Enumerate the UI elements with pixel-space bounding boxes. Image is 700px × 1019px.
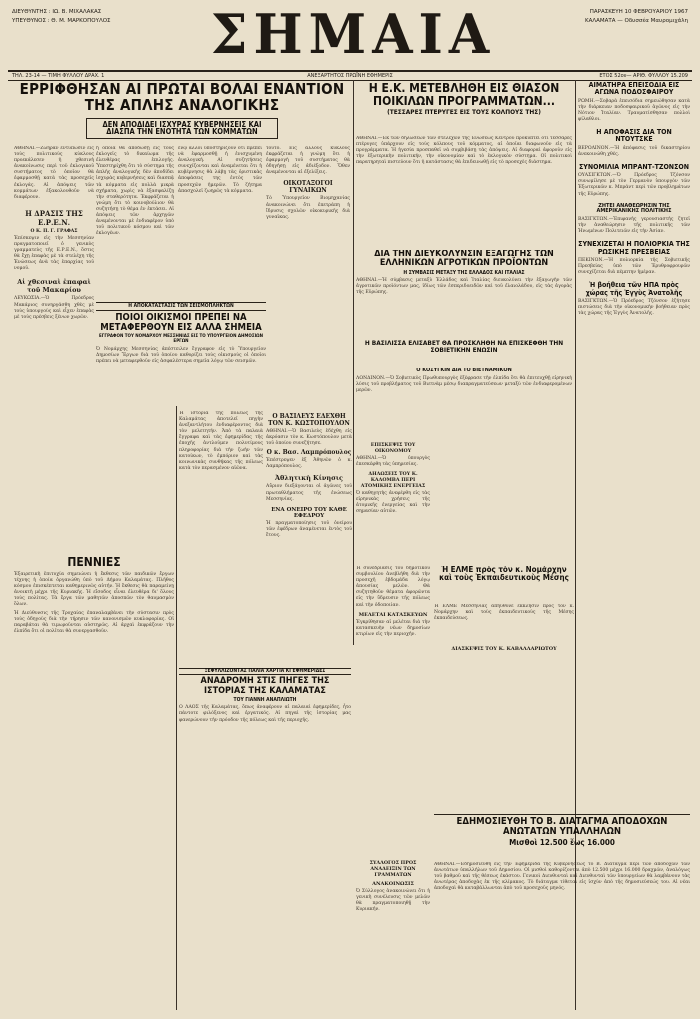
synomilia-heading: ΣΥΝΟΜΙΛΙΑ ΜΠΡΑΝΤ-ΤΖΟΝΣΟΝ bbox=[579, 162, 689, 171]
lead-deck: ΔΕΝ ΑΠΟΔΙΔΕΙ ΙΣΧΥΡΑΣ ΚΥΒΕΡΝΗΣΕΙΣ ΚΑΙ ΔΙΑΣΠΑ ΤΗΝ ΕΝΟΤΗΤΑ ΤΩΝ ΚΟΜΜΑΤΩΝ bbox=[102, 119, 262, 137]
relocation-story: Η ΑΠΟΚΑΤΑΣΤΑΣΙΣ ΤΩΝ ΣΕΙΣΜΟΠΛΗΚΤΩΝ ΠΟΙΟΙ ΟΙΚΙΣΜΟΙ ΠΡΕΠΕΙ ΝΑ ΜΕΤΑΦΕΡΘΟΥΝ ΕΙΣ ΑΛΛΑ ΣΗΜΕΙΑ ΕΓΓΡΑΦΟΝ ΤΟΥ ΝΟΜΑΡΧΟΥ ΜΕΣΣΗΝΙΑΣ ΕΙΣ ΤΟ ΥΠΟΥΡΓΕΙΟΝ ΔΗΜΟΣΙΩΝ ΕΡΓΩΝ Ὁ Νομάρχης Μεσσηνίας ἀπέστειλεν ἔγγραφον εἰς τὸ Ὑπουργεῖον Δημοσίων Ἔργων διὰ τοῦ ὁποίου καθορίζει τοὺς οἰκισμοὺς οἱ ὁποῖοι πρέπει νὰ μεταφερθοῦν εἰς ἀσφαλέστερα σημεῖα λόγῳ τῶν σεισμῶν. bbox=[96, 303, 266, 364]
lead-headline: ΕΡΡΙΦΘΗΣΑΝ ΑΙ ΠΡΩΤΑΙ ΒΟΛΑΙ ΕΝΑΝΤΙΟΝ ΤΗΣ ΑΠΛΗΣ ΑΝΑΛΟΓΙΚΗΣ bbox=[19, 82, 345, 114]
oikos-heading: ΟΙΚΟΤΑΞΟΓΟΙ ΓΥΝΑΙΚΩΝ bbox=[283, 180, 333, 195]
athl-heading: Ἀθλητικὴ Κίνησις bbox=[275, 474, 343, 483]
masthead-date bbox=[488, 8, 688, 26]
history-intro: Ἡ ἱστορία τῆς πόλεως τῆς Καλαμάτας ἀποτελεῖ πηγὴν ἀνεξαντλήτου ἐνδιαφέροντος διὰ τὸν μελετητήν. Ἀπὸ τὰ παλαιὰ ἔγγραφα καὶ τὰς ἐφημερίδας τῆς ἐποχῆς ἀντλοῦμεν πολυτίμους πληροφορίας διὰ τὴν ζωὴν τῶν κατοίκων, τὸ ἐμπόριον καὶ τὰς κοινωνικὰς συνθήκας τῆς πόλεως κατὰ τὸν περασμένον αἰῶνα. bbox=[179, 411, 263, 471]
lead-col-2: ἡ ὁποία θὰ ἀποδώσῃ εἰς τοὺς ἐκλογεῖς τὸ δικαίωμα τῆς ἐλευθέρας ἐπιλογῆς. Ὑπεστηρίχθη ὅτι τὸ σύστημα τῆς ἁπλῆς ἀναλογικῆς δὲν ἀποδίδει ἰσχυρὰς κυβερνήσεις καὶ διασπᾷ τὰ κόμματα εἰς πολλὰ μικρὰ σχήματα, χωρὶς νὰ ἐξασφαλίζῃ τὴν σταθερότητα. Ἐκφράζεται ἡ γνώμη ὅτι τὸ κοινοβούλιον θὰ συζητήσῃ τὸ θέμα ἐν ἐκτάσει. Αἱ ἀπόψεις τῶν ἀρχηγῶν ἀναμένονται μὲ ἐνδιαφέρον ὑπὸ τοῦ πολιτικοῦ κόσμου καὶ τῶν ἐκλογέων. bbox=[96, 146, 174, 237]
kosygin-story: Ο ΚΟΣΥΓΚΙΝ ΔΙΑ ΤΟ ΒΙΕΤΝΑΜΙΚΟΝ ΛΟΝΔΙΝΟΝ.—Ὁ Σοβιετικὸς Πρωθυπουργὸς ἐξέφρασε τὴν ἐλπίδα ὅτι θὰ ἐπιτευχθῇ εἰρηνικὴ λύσις τοῦ προβλήματος τοῦ Βιετνὰμ μέσῳ διαπραγματεύσεων μεταξὺ τῶν ἐνδιαφερομένων μερῶν. bbox=[356, 368, 572, 393]
mets-heading: Ο κ. Βασ. Λαμπρόπουλος bbox=[266, 449, 352, 457]
oneiro-heading: ΕΝΑ ΟΝΕΙΡΟ ΤΟΥ ΚΑΘΕ ΕΦΕΔΡΟΥ bbox=[271, 506, 347, 519]
center-lead-body: ΑΘΗΝΑΙ.—Ἐκ τῶν δηλώσεων τῶν στελεχῶν τῆς Ἑνώσεως Κέντρου προκύπτει ὅτι τέσσαρες πτέρυγες ὑπάρχουν εἰς τοὺς κόλπους τοῦ κόμματος, αἱ ὁποῖαι διαφωνοῦν εἰς τὰ προγράμματα. Ἡ ἡγεσία προσπαθεῖ νὰ συμβιβάσῃ τὰς ἀπόψεις. Αἱ διαφοραὶ ἀφοροῦν εἰς τὴν ἐξωτερικὴν πολιτικήν, τὴν οἰκονομίαν καὶ τὸ ἐκλογικὸν σύστημα. Οἱ πολιτικοὶ παρατηρηταὶ πιστεύουν ὅτι ἡ κατάστασις θὰ ἐπιδεινωθῇ εἰς τὸ προσεχὲς διάστημα. bbox=[356, 136, 572, 166]
anakoinosis-heading: ΑΝΑΚΟΙΝΩΣΙΣ bbox=[372, 881, 414, 887]
lead-col-4: τοῦτο. Εἰς ἄλλους κύκλους ἐκφράζεται ἡ γνώμη ὅτι ἡ ἐφαρμογὴ τοῦ συστήματος θὰ ὁδηγήσῃ εἰς ἀδιέξοδον. Ὅθεν ἀναμένονται αἱ ἐξελίξεις. ΟΙΚΟΤΑΞΟΓΟΙ ΓΥΝΑΙΚΩΝ Τὸ Ὑπουργεῖον Βιομηχανίας ἀνακοινώνει ὅτι ἐπετράπη ἡ ἵδρυσις σχολῶν οἰκοκυρικῆς διὰ γυναῖκας. bbox=[266, 146, 350, 220]
synexizetai-heading: ΣΥΝΕΧΙΖΕΤΑΙ Η ΠΟΛΙΟΡΚΙΑ ΤΗΣ ΡΩΣΙΚΗΣ ΠΡΕΣΒΕΙΑΣ bbox=[578, 240, 690, 256]
cavalla-heading: ΔΙΑΣΚΕΨΙΣ ΤΟΥ Κ. ΚΑΒΑΛΛΑΡΙΩΤΟΥ bbox=[451, 646, 557, 652]
decree-headline: ΕΔΗΜΟΣΙΕΥΘΗ ΤΟ Β. ΔΙΑΤΑΓΜΑ ΑΠΟΔΟΧΩΝ ΑΝΩΤΑΤΩΝ ΥΠΑΛΛΗΛΩΝ bbox=[456, 816, 668, 837]
vasileus-column: Ο ΒΑΣΙΛΕΥΣ ΕΔΕΧΘΗ ΤΟΝ Κ. ΚΩΣΤΟΠΟΥΛΟΝ ΑΘΗΝΑΙ.—Ὁ Βασιλεὺς ἐδέχθη εἰς ἀκρόασιν τὸν κ. Κωστόπουλον μετὰ τοῦ ὁποίου συνεζήτησε. Ο κ. Βασ. Λαμπρόπουλος Ἐπέστρεψεν ἐξ Ἀθηνῶν ὁ κ. Λαμπρόπουλος. Ἀθλητικὴ Κίνησις Αὔριον διεξάγονται οἱ ἀγῶνες τοῦ πρωταθλήματος τῆς ἐνώσεως Μεσσηνίας. ΕΝΑ ΟΝΕΙΡΟ ΤΟΥ ΚΑΘΕ ΕΦΕΔΡΟΥ Ἡ πραγματοποίησις τοῦ ὀνείρου τῶν ἐφέδρων ἀναμένεται ἐντὸς τοῦ ἔτους. bbox=[266, 413, 352, 538]
export-subhead: Η ΣΥΜΒΑΣΙΣ ΜΕΤΑΞΥ ΤΗΣ ΕΛΛΑΔΟΣ ΚΑΙ ΙΤΑΛΙΑΣ bbox=[403, 269, 525, 276]
phone-price: ΤΗΛ. 23-14 — ΤΙΜΗ ΦΥΛΛΟΥ ΔΡΑΧ. 1 bbox=[12, 73, 105, 79]
voitheia-heading: Ἡ βοήθεια τῶν ΗΠΑ πρὸς χώρας τῆς Ἐγγὺς Ἀνατολῆς bbox=[585, 281, 683, 297]
action-heading: Η ΔΡΑΣΙΣ ΤΗΣ Ε.Ρ.Ε.Ν. bbox=[25, 208, 83, 227]
center-small-col: ΕΠΙΣΚΕΨΙΣ ΤΟΥ ΟΙΚΟΝΟΜΟΥ ΑΘΗΝΑΙ.—Ὁ ὑπουργὸς ἐπεσκέφθη τὰς ὑπηρεσίας. ΔΗΛΩΣΕΙΣ ΤΟΥ Κ. ΚΑΛΟΜΒΑ ΠΕΡΙ ΑΤΟΜΙΚΗΣ ΕΝΕΡΓΕΙΑΣ Ὁ καθηγητὴς ἀνεφέρθη εἰς τὰς εἰρηνικὰς χρήσεις τῆς ἀτομικῆς ἐνεργείας καὶ τὴν σημασίαν αὐτῶν. bbox=[356, 442, 430, 515]
action-subheading: Ο Κ. Π. Γ. ΓΡΑΦΑΣ bbox=[30, 228, 78, 234]
tagline: ΑΝΕΞΑΡΤΗΤΟΣ ΠΡΩΪΝΗ ΕΦΗΜΕΡΙΣ bbox=[307, 73, 393, 79]
relocation-kicker: Η ΑΠΟΚΑΤΑΣΤΑΣΙΣ ΤΩΝ ΣΕΙΣΜΟΠΛΗΚΤΩΝ bbox=[128, 303, 234, 309]
ypourgos-heading: ΕΠΙΣΚΕΨΙΣ ΤΟΥ ΟΙΚΟΝΟΜΟΥ bbox=[370, 442, 416, 454]
export-headline: ΔΙΑ ΤΗΝ ΔΙΕΥΚΟΛΥΝΣΙΝ ΕΞΑΓΩΓΗΣ ΤΩΝ ΕΛΛΗΝΙΚΩΝ ΑΓΡΟΤΙΚΩΝ ΠΡΟΪΟΝΤΩΝ bbox=[374, 250, 554, 269]
kosygin-headline: Ο ΚΟΣΥΓΚΙΝ ΔΙΑ ΤΟ ΒΙΕΤΝΑΜΙΚΟΝ bbox=[416, 368, 512, 373]
decree-body: ΑΘΗΝΑΙ.—Ἐδημοσιεύθη εἰς τὴν Ἐφημερίδα τῆς Κυβερνήσεως τὸ Β. Διάταγμα περὶ τῶν ἀποδοχῶν τῶν ἀνωτάτων ὑπαλλήλων τοῦ Δημοσίου. Οἱ μισθοὶ καθορίζονται ἀπὸ 12.500 μέχρι 16.000 δραχμῶν, ἀναλόγως τοῦ βαθμοῦ καὶ τῆς θέσεως ἑκάστου. Γενικοὶ Διευθυνταὶ καὶ Διευθυνταὶ τῶν ὑπουργείων θὰ λαμβάνουν τὰς ἀνωτέρας ἀποδοχὰς ἐκ τῆς κλίμακος. Τὸ διάταγμα τίθεται εἰς ἰσχὺν ἀπὸ τῆς δημοσιεύσεώς του. Αἱ νέαι ἀποδοχαὶ θὰ καταβάλλωνται ἀπὸ τοῦ προσεχοῦς μηνός. bbox=[434, 862, 690, 892]
queen-story bbox=[356, 340, 572, 366]
apofasis-heading: Η ΑΠΟΦΑΣΙΣ ΔΙΑ ΤΟΝ ΝΤΟΥΤΣΚΕ bbox=[596, 128, 672, 144]
editor-line: ΥΠΕΥΘΥΝΟΣ : Θ. Μ. ΜΑΡΚΟΠΟΥΛΟΣ bbox=[12, 18, 111, 24]
history-byline: ΤΟΥ ΓΙΑΝΝΗ ΑΝΑΠΛΙΩΤΗ bbox=[233, 697, 297, 704]
relocation-headline: ΠΟΙΟΙ ΟΙΚΙΣΜΟΙ ΠΡΕΠΕΙ ΝΑ ΜΕΤΑΦΕΡΘΟΥΝ ΕΙΣ ΑΛΛΑ ΣΗΜΕΙΑ bbox=[100, 312, 262, 334]
decree-header bbox=[434, 814, 690, 859]
pennies-heading: ΠΕΝΝΙΕΣ bbox=[67, 555, 121, 569]
lead-deck-box bbox=[86, 118, 278, 140]
cavalla-header bbox=[434, 646, 574, 660]
syllogos-box: ΣΥΛΛΟΓΟΣ ΠΡΟΣ ΑΝΑΔΕΙΞΙΝ ΤΩΝ ΓΡΑΜΜΑΤΩΝ ΑΝΑΚΟΙΝΩΣΙΣ Ὁ Σύλλογος ἀνακοινώνει ὅτι ἡ γενικὴ συνέλευσις τῶν μελῶν θὰ πραγματοποιηθῇ τὴν Κυριακήν. bbox=[356, 860, 430, 913]
meletai-heading: ΜΕΛΕΤΑΙ ΚΑΤΑΣΚΕΥΩΝ bbox=[358, 611, 428, 618]
right-column: ΑΙΜΑΤΗΡΑ ΕΠΕΙΣΟΔΙΑ ΕΙΣ ΑΓΩΝΑ ΠΟΔΟΣΦΑΙΡΟΥ ΡΩΜΗ.—Σοβαρὰ ἐπεισόδια σημειώθησαν κατὰ τὴν διάρκειαν ποδοσφαιρικοῦ ἀγῶνος εἰς τὴν Νότιον Ἰταλίαν. Τραυματίσθησαν πολλοὶ φίλαθλοι. Η ΑΠΟΦΑΣΙΣ ΔΙΑ ΤΟΝ ΝΤΟΥΤΣΚΕ ΒΕΡΟΛΙΝΟΝ.—Ἡ ἀπόφασις τοῦ δικαστηρίου ἀνεκοινώθη χθές. ΣΥΝΟΜΙΛΙΑ ΜΠΡΑΝΤ-ΤΖΟΝΣΟΝ ΟΥΑΣΙΓΚΤΩΝ.—Ὁ Πρόεδρος Τζόνσον συνωμίλησε μὲ τὸν Γερμανὸν ὑπουργὸν τῶν Ἐξωτερικῶν κ. Μπράντ περὶ τῶν προβλημάτων τῆς Εὐρώπης. ΖΗΤΕΙ ΑΝΑΘΕΩΡΗΣΙΝ ΤΗΣ ΑΜΕΡΙΚΑΝΙΚΗΣ ΠΟΛΙΤΙΚΗΣ ΒΑΣΙΓΚΤΩΝ.—Ἐπιφανὴς γερουσιαστὴς ζητεῖ τὴν ἀναθεώρησιν τῆς πολιτικῆς τῶν Ἡνωμένων Πολιτειῶν εἰς τὴν Ἀσίαν. ΣΥΝΕΧΙΖΕΤΑΙ Η ΠΟΛΙΟΡΚΙΑ ΤΗΣ ΡΩΣΙΚΗΣ ΠΡΕΣΒΕΙΑΣ ΠΕΚΙΝΟΝ.—Ἡ πολιορκία τῆς Σοβιετικῆς Πρεσβείας ὑπὸ τῶν Ἐρυθροφρουρῶν συνεχίζεται διὰ πέμπτην ἡμέραν. Ἡ βοήθεια τῶν ΗΠΑ πρὸς χώρας τῆς Ἐγγὺς Ἀνατολῆς ΒΑΣΙΓΚΤΩΝ.—Ὁ Πρόεδρος Τζόνσον ἐζήτησε πιστώσεις διὰ τὴν οἰκονομικὴν βοήθειαν πρὸς τὰς χώρας τῆς Ἐγγὺς Ἀνατολῆς. bbox=[578, 82, 690, 317]
zitei-heading: ΖΗΤΕΙ ΑΝΑΘΕΩΡΗΣΙΝ ΤΗΣ ΑΜΕΡΙΚΑΝΙΚΗΣ ΠΟΛΙΤΙΚΗΣ bbox=[596, 202, 672, 215]
syllogos-heading: ΣΥΛΛΟΓΟΣ ΠΡΟΣ ΑΝΑΔΕΙΞΙΝ ΤΩΝ ΓΡΑΜΜΑΤΩΝ bbox=[369, 860, 417, 878]
elme-body: Ἡ ΕΛΜΕ Μεσσηνίας ἀπηύθυνε ἔκκλησιν πρὸς τὸν κ. Νομάρχην καὶ τοὺς ἐκπαιδευτικοὺς τῆς Μέσης ἐκπαιδεύσεως. bbox=[434, 604, 574, 622]
masthead-bar bbox=[8, 70, 692, 81]
queen-headline: Η ΒΑΣΙΛΙΣΣΑ ΕΛΙΣΑΒΕΤ ΘΑ ΠΡΟΣΚΛΗΘΗ ΝΑ ΕΠΙΣΚΕΦΘΗ ΤΗΝ ΣΟΒΙΕΤΙΚΗΝ ΕΝΩΣΙΝ bbox=[364, 340, 564, 354]
lead-story-header bbox=[14, 82, 350, 142]
newspaper-title: ΣΗΜΑΙΑ bbox=[210, 2, 496, 67]
history-kicker: ΞΕΦΥΛΛΙΖΟΝΤΑΣ ΠΑΛΙΑ ΧΑΡΤΙΑ ΚΙ ΕΦΗΜΕΡΙΔΕΣ bbox=[204, 668, 326, 674]
left-lower-column: ΠΕΝΝΙΕΣ Ἐξαιρετικὴ ἐπιτυχία σημειώνει ἡ ἔκθεσις τῶν παιδικῶν ἔργων τέχνης ἡ ὁποία ὀργανώθη ὑπὸ τοῦ Δήμου Καλαμάτας. Πλῆθος κόσμου ἐπισκέπτεται καθημερινῶς αὐτήν. Ἡ ἔκθεσις θὰ παραμείνῃ ἀνοικτὴ μέχρι τῆς Κυριακῆς. Ἡ εἴσοδος εἶναι ἐλευθέρα δι' ὅλους τοὺς πολίτας. Τὰ ἔργα τῶν μαθητῶν ἀποσπῶν τὸν θαυμασμὸν ὅλων. Ἡ Διεύθυνσις τῆς Τροχαίας ἐπαναλαμβάνει τὴν σύστασιν πρὸς τοὺς ὁδηγοὺς διὰ τὴν τήρησιν τῶν κανονισμῶν κυκλοφορίας. Οἱ παραβάται θὰ τιμωροῦνται αὐστηρῶς. Αἱ ἀρχαὶ ἐκφράζουν τὴν ἐλπίδα ὅτι οἱ πολῖται θὰ συνεργασθοῦν. bbox=[14, 555, 174, 635]
lead-col-1: ΑΘΗΝΑΙ.—Ζωηρὰν ἐντύπωσιν εἰς τοὺς πολιτικοὺς κύκλους προεκάλεσεν ἡ χθεσινὴ ἀνακοίνωσις περὶ τοῦ ἐκλογικοῦ συστήματος τὸ ὁποῖον θὰ ἐφαρμοσθῇ κατὰ τὰς προσεχεῖς ἐκλογάς. Αἱ ἀπόψεις τῶν κομμάτων ἐξακολουθοῦν νὰ διαφέρουν. Η ΔΡΑΣΙΣ ΤΗΣ Ε.Ρ.Ε.Ν. Ο Κ. Π. Γ. ΓΡΑΦΑΣ Ἐπίσκεψιν εἰς τὴν Μεσσηνίαν πραγματοποιεῖ ὁ γενικὸς γραμματεὺς τῆς Ε.Ρ.Ε.Ν., ὅστις θὰ ἔχῃ ἐπαφὰς μὲ τὰ στελέχη τῆς Ἑνώσεως ἀνὰ τὰς ἐπαρχίας τοῦ νομοῦ. Αἱ χθεσιναὶ ἐπαφαὶ τοῦ Μακαρίου ΛΕΥΚΩΣΙΑ.—Ὁ Πρόεδρος Μακάριος συνηργάσθη χθὲς μὲ τοὺς ὑπουργοὺς καὶ εἶχεν ἐπαφὰς μὲ τοὺς πρέσβεις ξένων χωρῶν. bbox=[14, 146, 94, 320]
center-lead-header bbox=[356, 82, 572, 138]
newspaper-page bbox=[8, 2, 692, 1014]
director-line: ΔΙΕΥΘΥΝΤΗΣ : ΙΩ. Β. ΜΙΧΑΛΑΚΑΣ bbox=[12, 9, 102, 15]
elme-header bbox=[434, 566, 574, 602]
history-headline: ΑΝΑΔΡΟΜΗ ΣΤΙΣ ΠΗΓΕΣ ΤΗΣ ΙΣΤΟΡΙΑΣ ΤΗΣ ΚΑΛΑΜΑΤΑΣ bbox=[200, 676, 330, 696]
export-story: ΔΙΑ ΤΗΝ ΔΙΕΥΚΟΛΥΝΣΙΝ ΕΞΑΓΩΓΗΣ ΤΩΝ ΕΛΛΗΝΙΚΩΝ ΑΓΡΟΤΙΚΩΝ ΠΡΟΪΟΝΤΩΝ Η ΣΥΜΒΑΣΙΣ ΜΕΤΑΞΥ ΤΗΣ ΕΛΛΑΔΟΣ ΚΑΙ ΙΤΑΛΙΑΣ ΑΘΗΝΑΙ.—Ἡ σύμβασις μεταξὺ Ἑλλάδος καὶ Ἰταλίας διευκολύνει τὴν ἐξαγωγὴν τῶν ἀγροτικῶν προϊόντων μας, ἰδίως τῶν ἐσπεριδοειδῶν καὶ τοῦ ἐλαιολάδου, εἰς τὰς ἀγορὰς τῆς Εὐρώπης. bbox=[356, 250, 572, 296]
decree-subhead: Μισθοὶ 12.500 ἕως 16.000 bbox=[509, 837, 615, 847]
relocation-subhead: ΕΓΓΡΑΦΟΝ ΤΟΥ ΝΟΜΑΡΧΟΥ ΜΕΣΣΗΝΙΑΣ ΕΙΣ ΤΟ ΥΠΟΥΡΓΕΙΟΝ ΔΗΜΟΣΙΩΝ ΕΡΓΩΝ bbox=[99, 334, 263, 344]
elme-headline: Ἡ ΕΛΜΕ πρὸς τὸν κ. Νομάρχην καὶ τοὺς Ἐκπαιδευτικοὺς Μέσης bbox=[439, 566, 569, 583]
issue-number: ΕΤΟΣ 52ον— ΑΡΙΘ. ΦΥΛΛΟΥ 15.209 bbox=[599, 73, 688, 79]
lead-col-3: ἐνῷ ἄλλοι ὑποστηρίζουν ὅτι πρέπει νὰ ἐφαρμοσθῇ ἡ ἐνισχυμένη ἀναλογική. Αἱ συζητήσεις συνεχίζονται καὶ ἀναμένεται ὅτι ἡ κυβέρνησις θὰ λάβῃ τὰς ὁριστικὰς ἀποφάσεις της ἐντὸς τῶν προσεχῶν ἡμερῶν. Τὸ ζήτημα ἀπασχολεῖ ζωηρῶς τὰ κόμματα. bbox=[178, 146, 262, 194]
issue-date: ΠΑΡΑΣΚΕΥΗ 10 ΦΕΒΡΟΥΑΡΙΟΥ 1967 bbox=[589, 9, 688, 15]
masthead-credits bbox=[12, 8, 222, 26]
issue-place: ΚΑΛΑΜΑΤΑ — Οδυσσέα Μαυρομιχάλη bbox=[584, 18, 688, 24]
center-deck: (ΤΕΣΣΑΡΕΣ ΠΤΕΡΥΓΕΣ ΕΙΣ ΤΟΥΣ ΚΟΛΠΟΥΣ ΤΗΣ) bbox=[387, 108, 541, 117]
center-lower-col: Ἡ συνεδρίασις τοῦ δημοτικοῦ συμβουλίου ἀνεβλήθη διὰ τὴν προσεχῆ ἑβδομάδα λόγῳ ἀπουσίας μελῶν. Θὰ συζητηθοῦν θέματα ἀφορῶντα εἰς τὴν ὕδρευσιν τῆς πόλεως καὶ τὴν ὀδοποιίαν. ΜΕΛΕΤΑΙ ΚΑΤΑΣΚΕΥΩΝ Ἐγκρίθησαν αἱ μελέται διὰ τὴν κατασκευὴν νέων δημοσίων κτιρίων εἰς τὴν περιοχήν. bbox=[356, 566, 430, 637]
history-story: ΞΕΦΥΛΛΙΖΟΝΤΑΣ ΠΑΛΙΑ ΧΑΡΤΙΑ ΚΙ ΕΦΗΜΕΡΙΔΕΣ ΑΝΑΔΡΟΜΗ ΣΤΙΣ ΠΗΓΕΣ ΤΗΣ ΙΣΤΟΡΙΑΣ ΤΗΣ ΚΑΛΑΜΑΤΑΣ ΤΟΥ ΓΙΑΝΝΗ ΑΝΑΠΛΙΩΤΗ Ο ΛΑΟΣ τῆς Καλαμάτας, ὅπως ἀναφέρουν αἱ παλαιαὶ ἐφημερίδες, ἦτο πάντοτε φιλόξενος καὶ ἐργατικός. Αἱ πηγαὶ τῆς ἱστορίας μας φανερώνουν τὴν πρόοδον τῆς πόλεως καὶ τῆς περιοχῆς. bbox=[179, 668, 351, 723]
aimatra-heading: ΑΙΜΑΤΗΡΑ ΕΠΕΙΣΟΔΙΑ ΕΙΣ ΑΓΩΝΑ ΠΟΔΟΣΦΑΙΡΟΥ bbox=[588, 82, 680, 97]
vasileus-heading: Ο ΒΑΣΙΛΕΥΣ ΕΔΕΧΘΗ ΤΟΝ Κ. ΚΩΣΤΟΠΟΥΛΟΝ bbox=[268, 413, 350, 427]
center-headline: Η Ε.Κ. ΜΕΤΕΒΛΗΘΗ ΕΙΣ ΘΙΑΣΟΝ ΠΟΙΚΙΛΩΝ ΠΡΟΓΡΑΜΜΑΤΩΝ... bbox=[368, 82, 560, 108]
makarios-heading: Αἱ χθεσιναὶ ἐπαφαὶ τοῦ Μακαρίου bbox=[17, 278, 91, 295]
kalomira-heading: ΔΗΛΩΣΕΙΣ ΤΟΥ Κ. ΚΑΛΟΜΒΑ ΠΕΡΙ ΑΤΟΜΙΚΗΣ ΕΝΕΡΓΕΙΑΣ bbox=[360, 471, 426, 490]
